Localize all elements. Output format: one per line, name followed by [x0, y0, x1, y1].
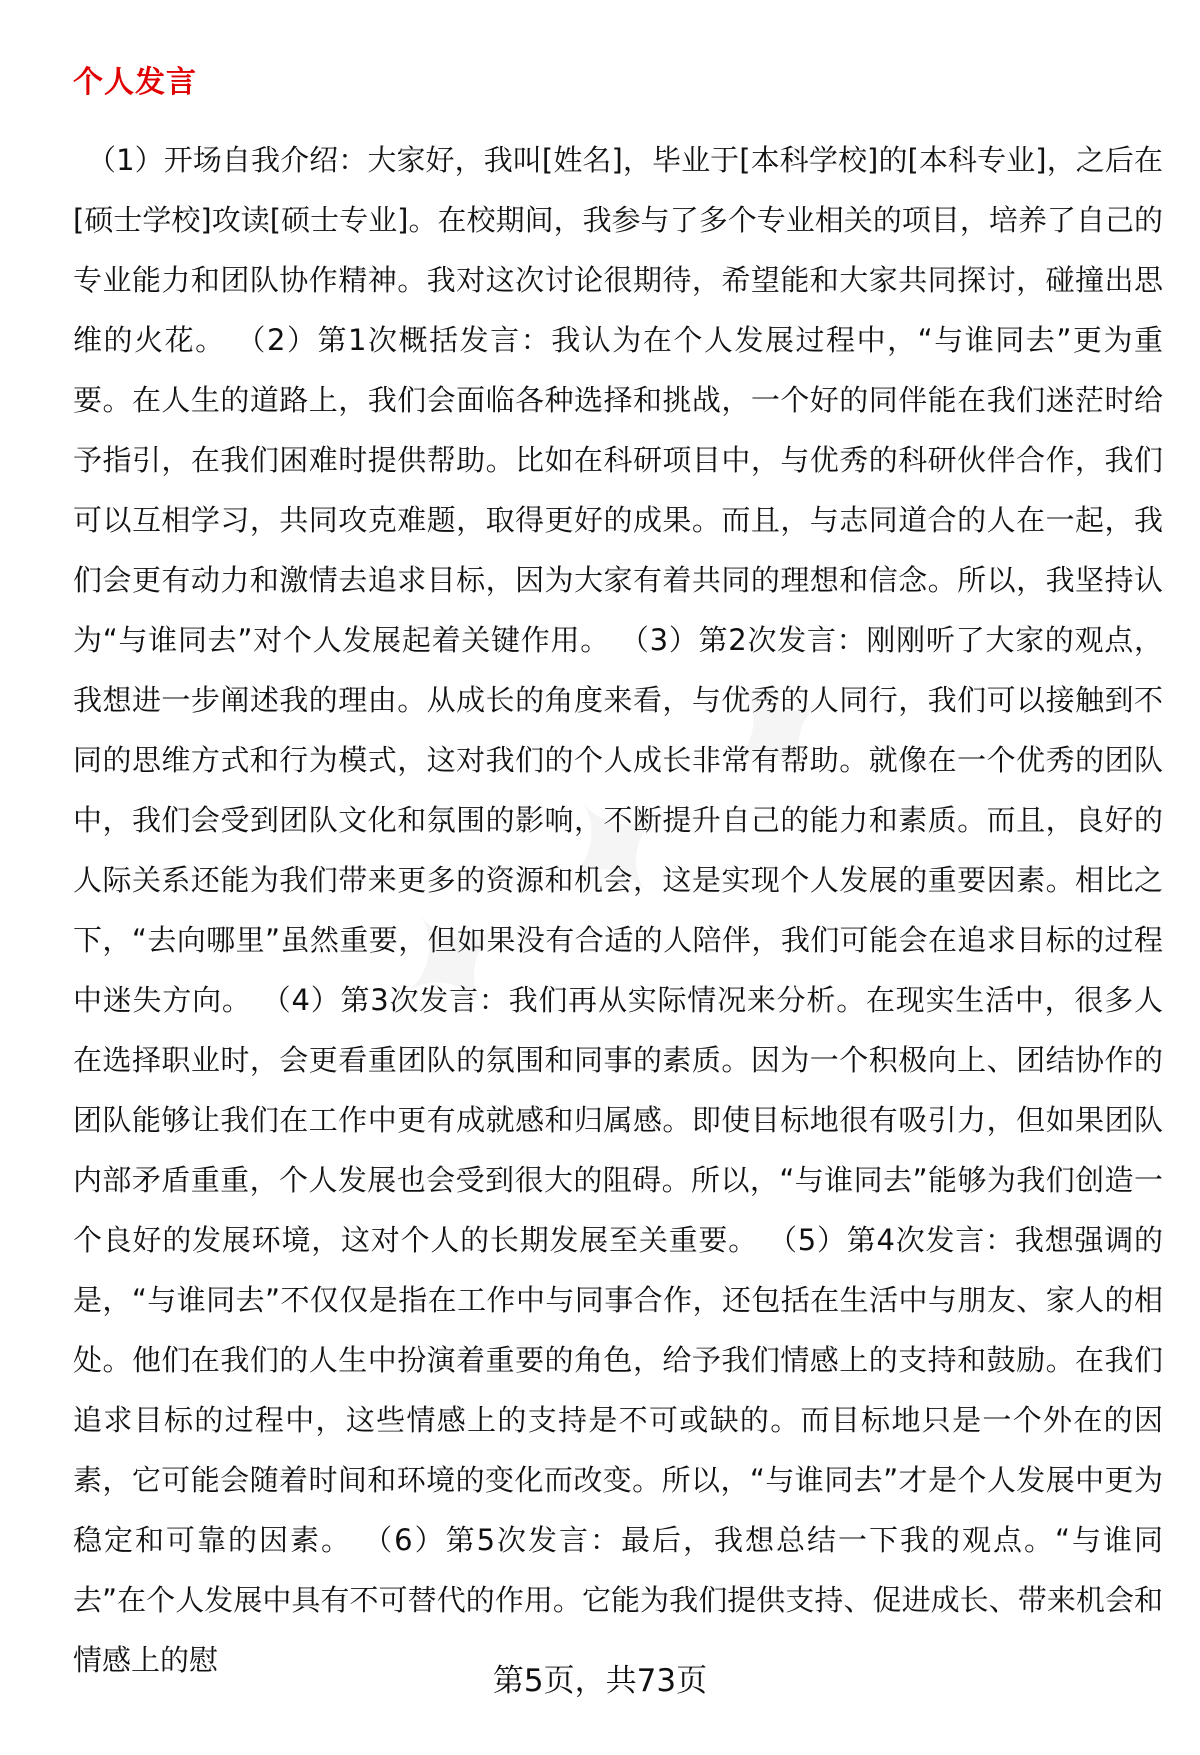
page-number-footer: 第5页，共73页: [492, 1663, 708, 1699]
section-heading: 个人发言: [73, 65, 197, 100]
body-paragraph: （1）开场自我介绍：大家好，我叫[姓名]，毕业于[本科学校]的[本科专业]，之后在[硕士学校]攻读[硕士专业]。在校期间，我参与了多个专业相关的项目，培养了自己的专业能力和团队协作精神。我对这次讨论很期待，希望能和大家共同探讨，碰撞出思维的火花。 （2）第1次概括发言：我认为在个人发展过程中，“与谁同去”更为重要。在人生的道路上，我们会面临各种选择和挑战，一个好的同伴能在我们迷茫时给予指引，在我们困难时提供帮助。比如在科研项目中，与优秀的科研伙伴合作，我们可以互相学习，共同攻克难题，取得更好的成果。而且，与志同道合的人在一起，我们会更有动力和激情去追求目标，因为大家有着共同的理想和信念。所以，我坚持认为“与谁同去”对个人发展起着关键作用。 （3）第2次发言：刚刚听了大家的观点，我想进一步阐述我的理由。从成长的角度来看，与优秀的人同行，我们可以接触到不同的思维方式和行为模式，这对我们的个人成长非常有帮助。就像在一个优秀的团队中，我们会受到团队文化和氛围的影响，不断提升自己的能力和素质。而且，良好的人际关系还能为我们带来更多的资源和机会，这是实现个人发展的重要因素。相比之下，“去向哪里”虽然重要，但如果没有合适的人陪伴，我们可能会在追求目标的过程中迷失方向。 （4）第3次发言：我们再从实际情况来分析。在现实生活中，很多人在选择职业时，会更看重团队的氛围和同事的素质。因为一个积极向上、团结协作的团队能够让我们在工作中更有成就感和归属感。即使目标地很有吸引力，但如果团队内部矛盾重重，个人发展也会受到很大的阻碍。所以，“与谁同去”能够为我们创造一个良好的发展环境，这对个人的长期发展至关重要。 （5）第4次发言：我想强调的是，“与谁同去”不仅仅是指在工作中与同事合作，还包括在生活中与朋友、家人的相处。他们在我们的人生中扮演着重要的角色，给予我们情感上的支持和鼓励。在我们追求目标的过程中，这些情感上的支持是不可或缺的。而目标地只是一个外在的因素，它可能会随着时间和环境的变化而改变。所以，“与谁同去”才是个人发展中更为稳定和可靠的因素。 （6）第5次发言：最后，我想总结一下我的观点。“与谁同去”在个人发展中具有不可替代的作用。它能为我们提供支持、促进成长、带来机会和情感上的慰: [73, 143, 1163, 1677]
